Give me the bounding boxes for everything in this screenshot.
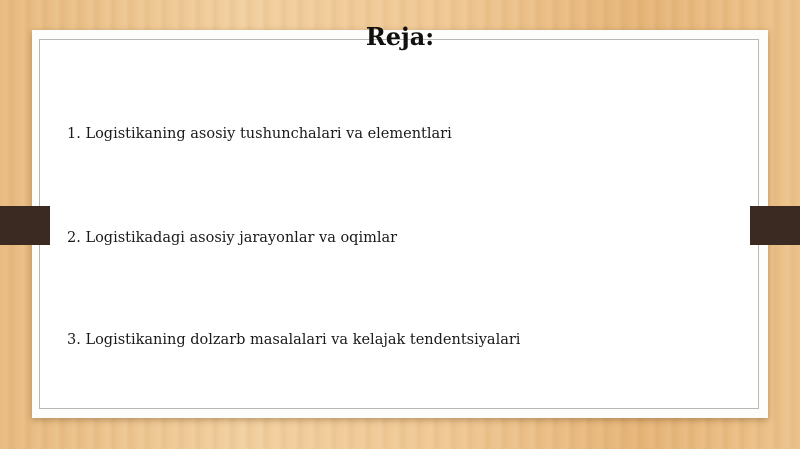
plan-item-1: 1. Logistikaning asosiy tushunchalari va elementlari [67, 126, 452, 142]
left-tab-marker [0, 206, 50, 245]
plan-item-2: 2. Logistikadagi asosiy jarayonlar va oqimlar [67, 230, 398, 246]
plan-item-3: 3. Logistikaning dolzarb masalalari va kelajak tendentsiyalari [67, 332, 521, 348]
paper-inner-frame [39, 39, 759, 409]
right-tab-marker [750, 206, 800, 245]
slide-title: Reja: [365, 22, 435, 51]
